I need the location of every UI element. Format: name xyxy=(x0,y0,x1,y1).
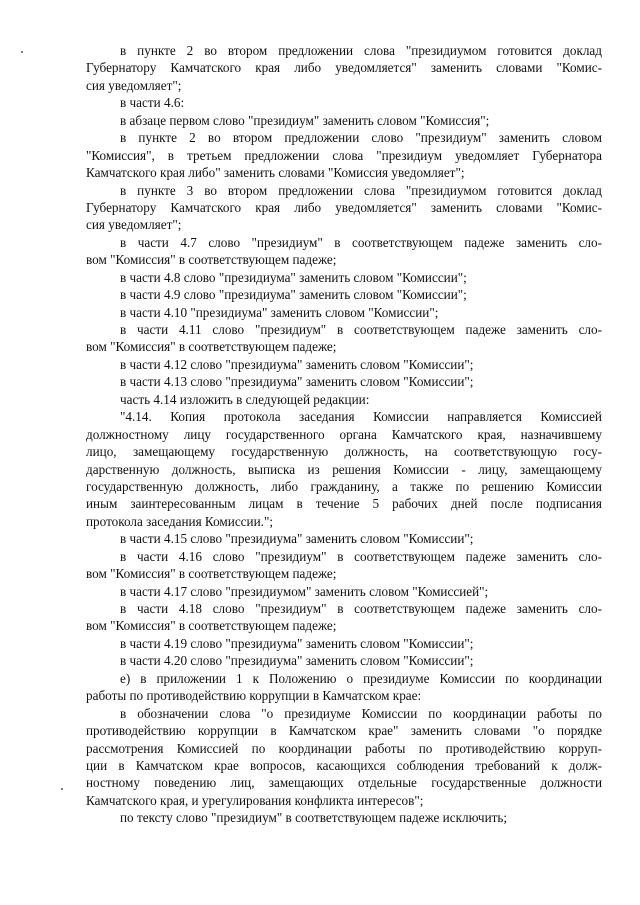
scan-speck xyxy=(21,51,23,53)
text-line: в пункте 2 во втором предложении слово "президиум" заменить словом xyxy=(120,130,602,146)
text-line: вом "Комиссия" в соответствующем падеже; xyxy=(86,339,337,355)
text-line: в части 4.13 слово "президиума" заменить словом "Комиссии"; xyxy=(120,374,474,390)
text-line: в обозначении слова "о президиуме Комиссии по координации работы по xyxy=(120,705,602,721)
text-line: вом "Комиссия" в соответствующем падеже; xyxy=(86,566,337,582)
text-line: в абзаце первом слово "президиум" заменить словом "Комиссия"; xyxy=(120,112,490,128)
text-line: часть 4.14 изложить в следующей редакции: xyxy=(120,391,370,407)
text-line: государственную должность, либо гражданину, а также по решению Комиссии xyxy=(86,478,602,494)
text-line: работы по противодействию коррупции в Камчатском крае: xyxy=(86,688,422,704)
text-line: в части 4.20 слово "президиума" заменить словом "Комиссии"; xyxy=(120,653,474,669)
text-line: в части 4.17 слово "президиумом" заменить словом "Комиссией"; xyxy=(120,583,489,599)
text-line: Камчатского края либо" заменить словами "Комиссия уведомляет"; xyxy=(86,165,465,181)
text-line: лицо, замещающему государственную должность, на соответствующую госу- xyxy=(86,444,602,460)
text-line: в пункте 3 во втором предложении слова "президиумом готовится доклад xyxy=(120,182,602,198)
text-line: ностному поведению лиц, замещающих отдельные государственные должности xyxy=(86,775,602,791)
text-line: в части 4.7 слово "президиум" в соответствующем падеже заменить сло- xyxy=(120,234,602,250)
text-line: в части 4.18 слово "президиум" в соответствующем падеже заменить сло- xyxy=(120,601,602,616)
text-line: Камчатского края, и урегулирования конфликта интересов"; xyxy=(86,792,424,808)
text-line: в части 4.9 слово "президиума" заменить словом "Комиссии"; xyxy=(120,287,467,303)
text-line: в части 4.19 слово "президиума" заменить словом "Комиссии"; xyxy=(120,635,474,651)
text-line: Губернатору Камчатского края либо уведомляется" заменить словами "Комис- xyxy=(86,60,602,76)
text-line: в пункте 2 во втором предложении слова "президиумом готовится доклад xyxy=(120,43,602,58)
text-line: иным заинтересованным лицам в течение 5 рабочих дней после подписания xyxy=(86,496,602,512)
text-line: дарственную должность, выписка из решения Комиссии - лицу, замещающему xyxy=(86,461,602,477)
text-line: противодействию коррупции в Камчатском крае" заменить словами "о порядке xyxy=(86,723,602,739)
text-line: в части 4.11 слово "президиум" в соответствующем падеже заменить сло- xyxy=(120,322,602,337)
text-line: рассмотрения Комиссией по координации работы по противодействию корруп- xyxy=(86,740,602,756)
text-line: "4.14. Копия протокола заседания Комиссии направляется Комиссией xyxy=(120,409,602,425)
text-line: сия уведомляет"; xyxy=(86,217,182,233)
text-line: "Комиссия", в третьем предложении слова "президиум уведомляет Губернатора xyxy=(86,147,602,163)
text-line: в части 4.12 слово "президиума" заменить словом "Комиссии"; xyxy=(120,356,474,372)
text-line: ции в Камчатском крае вопросов, касающихся соблюдения требований к долж- xyxy=(86,757,602,773)
text-line: сия уведомляет"; xyxy=(86,77,182,93)
text-line: Губернатору Камчатского края либо уведомляется" заменить словами "Комис- xyxy=(86,199,602,215)
text-line: в части 4.15 слово "президиума" заменить словом "Комиссии"; xyxy=(120,531,474,547)
text-line: вом "Комиссия" в соответствующем падеже; xyxy=(86,618,337,634)
text-line: е) в приложении 1 к Положению о президиуме Комиссии по координации xyxy=(120,670,602,686)
scan-speck xyxy=(61,788,63,790)
text-line: в части 4.16 слово "президиум" в соответствующем падеже заменить сло- xyxy=(120,548,602,564)
document-body xyxy=(86,42,602,827)
text-line: протокола заседания Комиссии."; xyxy=(86,513,273,529)
text-line: в части 4.6: xyxy=(120,95,185,111)
text-line: в части 4.8 слово "президиума" заменить словом "Комиссии"; xyxy=(120,269,467,285)
text-line: должностному лицу государственного органа Камчатского края, назначившему xyxy=(86,426,602,442)
text-line: в части 4.10 "президиума" заменить словом "Комиссии"; xyxy=(120,304,439,320)
text-line: по тексту слово "президиум" в соответствующем падеже исключить; xyxy=(120,810,508,826)
text-line: вом "Комиссия" в соответствующем падеже; xyxy=(86,252,337,268)
